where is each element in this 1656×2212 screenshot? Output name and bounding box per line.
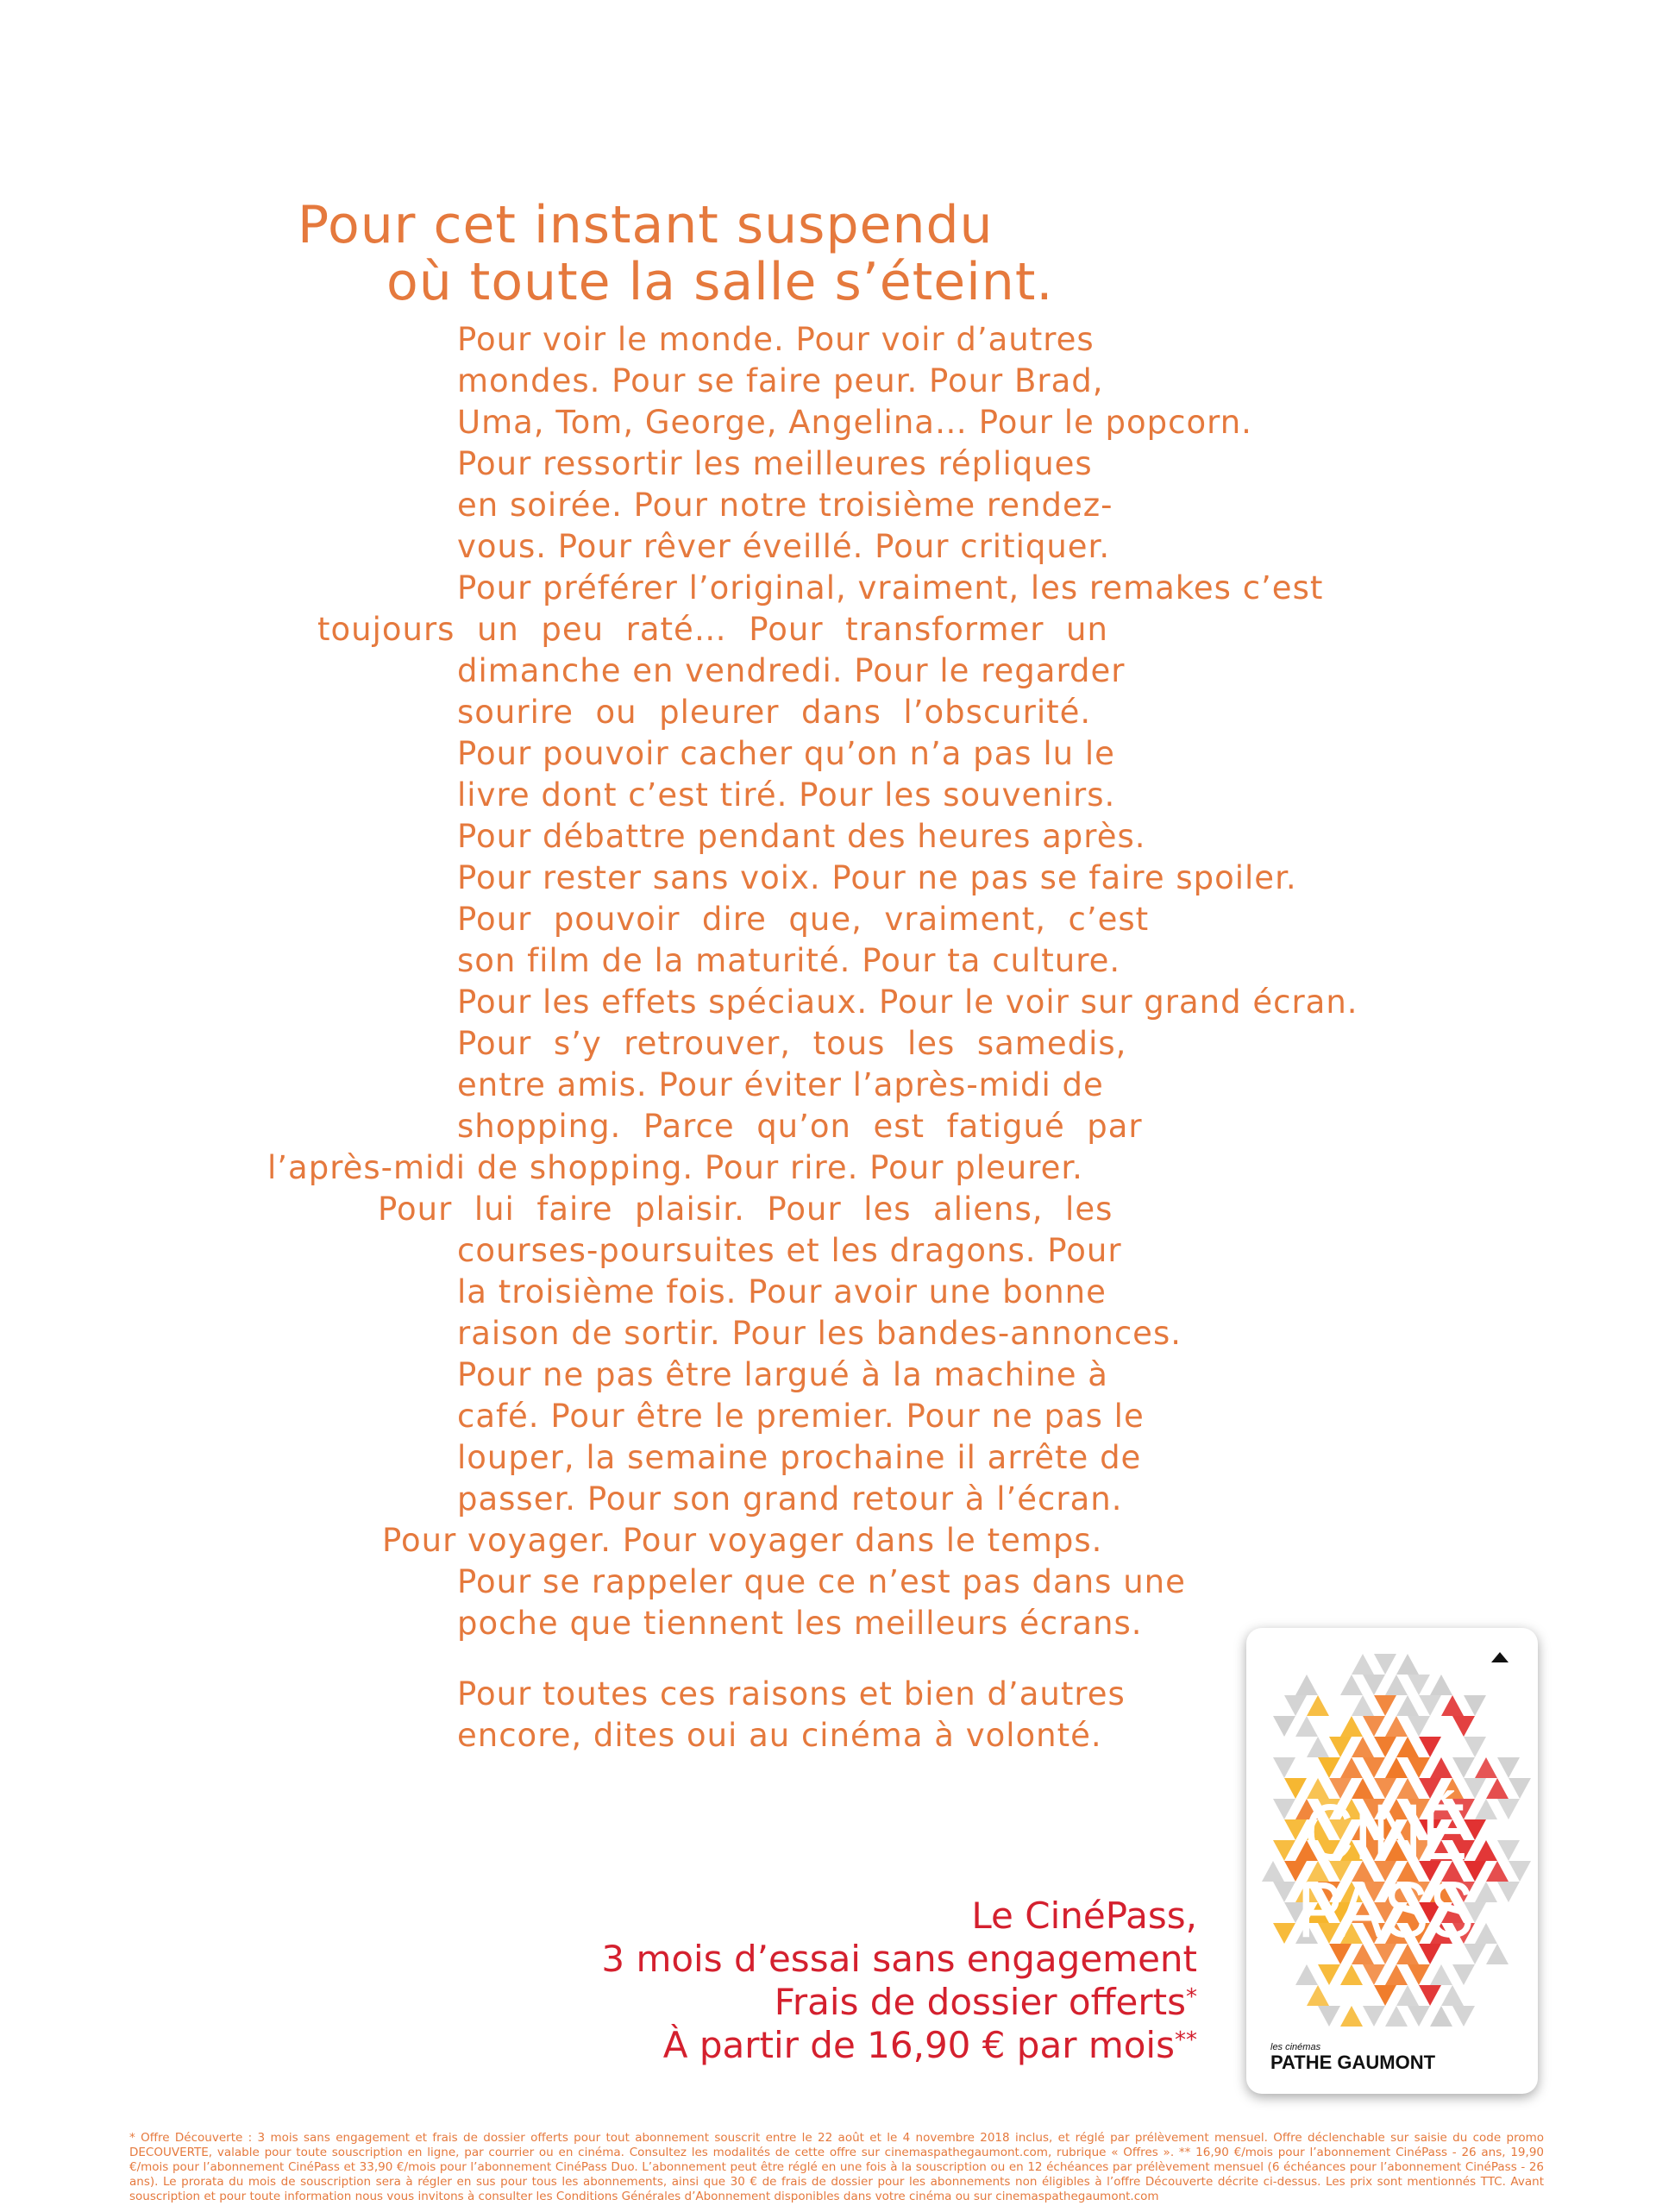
card-triangle — [1363, 1964, 1385, 1985]
card-triangle — [1509, 1861, 1531, 1882]
body-line: café. Pour être le premier. Pour ne pas le — [457, 1398, 1145, 1435]
card-triangle — [1273, 1840, 1295, 1861]
card-triangle — [1430, 1757, 1452, 1778]
offer-title: Le CinéPass, — [971, 1895, 1197, 1937]
body-line: louper, la semaine prochaine il arrête de — [457, 1439, 1142, 1476]
card-triangle — [1441, 1985, 1464, 2006]
body-line: Pour ne pas être largué à la machine à — [457, 1356, 1108, 1393]
card-triangle — [1475, 1799, 1497, 1819]
body-line: Pour lui faire plaisir. Pour les aliens, les — [378, 1191, 1113, 1228]
body-line: Pour s’y retrouver, tous les samedis, — [457, 1025, 1127, 1062]
card-triangle — [1408, 1964, 1430, 1985]
card-triangle — [1340, 1675, 1363, 1695]
card-triangle — [1497, 1799, 1520, 1819]
card-triangle — [1419, 1737, 1441, 1757]
card-triangle — [1363, 1757, 1385, 1778]
card-triangle — [1408, 1675, 1430, 1695]
card-triangle — [1408, 2006, 1430, 2027]
body-line: shopping. Parce qu’on est fatigué par — [457, 1108, 1143, 1145]
offer-fees — [335, 1981, 1197, 2024]
card-triangle — [1419, 1695, 1441, 1716]
offer-price-mark: ** — [1175, 2027, 1197, 2053]
card-triangle — [1475, 1882, 1497, 1902]
body-line: Pour rester sans voix. Pour ne pas se faire spoiler. — [457, 859, 1297, 896]
offer-fees-text: Frais de dossier offerts — [774, 1981, 1186, 2023]
body-line: Pour voyager. Pour voyager dans le temps. — [382, 1522, 1103, 1559]
headline-line-2: où toute la salle s’éteint. — [386, 252, 1054, 312]
body-line: Pour pouvoir dire que, vraiment, c’est — [457, 901, 1150, 938]
card-triangle — [1273, 1716, 1295, 1737]
card-triangle — [1497, 1840, 1520, 1861]
body-line: courses-poursuites et les dragons. Pour — [457, 1232, 1122, 1269]
card-triangle — [1262, 1861, 1284, 1882]
card-triangle — [1385, 2006, 1408, 2027]
body-line: Pour les effets spéciaux. Pour le voir sur grand écran. — [457, 983, 1358, 1021]
body-line: Pour se rappeler que ce n’est pas dans une — [457, 1563, 1186, 1600]
card-triangle — [1273, 1799, 1295, 1819]
card-triangle — [1284, 1778, 1307, 1799]
card-triangle — [1396, 1654, 1419, 1675]
card-triangle — [1363, 1675, 1385, 1695]
card-notch-icon — [1491, 1652, 1509, 1662]
card-triangle — [1408, 1716, 1430, 1737]
card-triangle — [1273, 1923, 1295, 1944]
card-triangle — [1352, 1654, 1374, 1675]
card-triangle — [1374, 1695, 1396, 1716]
card-triangle — [1340, 1716, 1363, 1737]
body-line: Pour préférer l’original, vraiment, les remakes c’est — [457, 569, 1324, 606]
body-line: la troisième fois. Pour avoir une bonne — [457, 1273, 1107, 1310]
offer-block — [335, 1895, 1197, 2067]
card-brand — [1270, 2042, 1435, 2073]
closing-line-1: Pour toutes ces raisons et bien d’autres — [457, 1675, 1126, 1712]
card-triangle — [1307, 1985, 1329, 2006]
card-title-line-2: PASS — [1297, 1865, 1475, 1955]
card-triangle — [1430, 1964, 1452, 1985]
body-line: livre dont c’est tiré. Pour les souvenirs. — [457, 776, 1116, 814]
body-line: Pour pouvoir cacher qu’on n’a pas lu le — [457, 735, 1115, 772]
card-triangle — [1273, 1757, 1295, 1778]
card-triangle — [1318, 1964, 1340, 1985]
card-triangle — [1452, 1964, 1475, 1985]
card-triangle — [1441, 1695, 1464, 1716]
body-line: poche que tiennent les meilleurs écrans. — [457, 1605, 1143, 1642]
offer-price — [335, 2024, 1197, 2067]
card-triangle — [1329, 1737, 1352, 1757]
card-triangle — [1284, 1695, 1307, 1716]
body-line: en soirée. Pour notre troisième rendez- — [457, 487, 1113, 524]
offer-trial: 3 mois d’essai sans engagement — [601, 1938, 1197, 1980]
body-line: Pour voir le monde. Pour voir d’autres — [457, 321, 1095, 358]
card-triangle — [1396, 1695, 1419, 1716]
card-triangle — [1340, 1757, 1363, 1778]
card-triangle — [1475, 1923, 1497, 1944]
card-triangle — [1509, 1778, 1531, 1799]
card-triangle — [1452, 1716, 1475, 1737]
closing-text — [457, 1674, 1320, 1756]
card-triangle — [1340, 1964, 1363, 1985]
card-triangle — [1464, 1737, 1486, 1757]
card-triangle — [1396, 1985, 1419, 2006]
card-triangle — [1430, 1675, 1452, 1695]
card-triangle — [1497, 1757, 1520, 1778]
card-triangle — [1295, 1964, 1318, 1985]
closing-line-2: encore, dites oui au cinéma à volonté. — [457, 1717, 1102, 1754]
card-triangle — [1385, 1675, 1408, 1695]
card-triangle — [1295, 1716, 1318, 1737]
card-triangle — [1475, 1757, 1497, 1778]
body-line: entre amis. Pour éviter l’après-midi de — [457, 1066, 1104, 1103]
card-triangle — [1497, 1882, 1520, 1902]
card-triangle — [1452, 1757, 1475, 1778]
headline-line-1: Pour cet instant suspendu — [298, 195, 994, 255]
card-triangle — [1318, 1757, 1340, 1778]
body-line: Pour ressortir les meilleures répliques — [457, 445, 1093, 482]
card-triangle — [1486, 1944, 1509, 1964]
card-triangle — [1385, 1964, 1408, 1985]
body-line: Pour débattre pendant des heures après. — [457, 818, 1146, 855]
card-triangle — [1363, 1716, 1385, 1737]
card-triangle — [1374, 1737, 1396, 1757]
body-line: mondes. Pour se faire peur. Pour Brad, — [457, 362, 1104, 399]
card-triangle — [1419, 1985, 1441, 2006]
card-triangle — [1385, 1757, 1408, 1778]
card-triangle — [1475, 1840, 1497, 1861]
offer-price-text: À partir de 16,90 € par mois — [662, 2024, 1175, 2066]
card-triangle — [1352, 1737, 1374, 1757]
offer-fees-mark: * — [1186, 1984, 1197, 2010]
cinepass-card — [1246, 1628, 1538, 2094]
body-line: dimanche en vendredi. Pour le regarder — [457, 652, 1126, 689]
card-triangle — [1295, 1675, 1318, 1695]
body-line: Uma, Tom, George, Angelina… Pour le popcorn. — [457, 404, 1252, 441]
card-triangle — [1273, 1882, 1295, 1902]
card-triangle — [1307, 1737, 1329, 1757]
body-line: sourire ou pleurer dans l’obscurité. — [457, 694, 1092, 731]
card-triangle — [1363, 2006, 1385, 2027]
body-line: l’après-midi de shopping. Pour rire. Pour pleurer. — [267, 1149, 1083, 1186]
card-triangle — [1374, 1985, 1396, 2006]
card-triangle — [1374, 1654, 1396, 1675]
card-triangle — [1464, 1695, 1486, 1716]
card-title-line-1: CINÉ — [1304, 1788, 1468, 1877]
card-triangle — [1284, 1819, 1307, 1840]
card-brand-small: les cinémas — [1270, 2042, 1321, 2052]
body-line: toujours un peu raté… Pour transformer un — [317, 611, 1108, 648]
card-triangle — [1385, 1716, 1408, 1737]
body-line: vous. Pour rêver éveillé. Pour critiquer. — [457, 528, 1111, 565]
card-triangle — [1408, 1757, 1430, 1778]
body-line: raison de sortir. Pour les bandes-annonces. — [457, 1315, 1182, 1352]
card-triangle — [1318, 2006, 1340, 2027]
body-line: son film de la maturité. Pour ta culture. — [457, 942, 1121, 979]
card-triangle — [1396, 1737, 1419, 1757]
body-line: passer. Pour son grand retour à l’écran. — [457, 1480, 1123, 1518]
card-triangle — [1340, 2006, 1363, 2027]
card-triangle — [1452, 2006, 1475, 2027]
card-triangle — [1486, 1861, 1509, 1882]
card-triangle — [1430, 2006, 1452, 2027]
legal-notice: * Offre Découverte : 3 mois sans engagement et frais de dossier offerts pour tout abonnement souscrit entre le 22 août et le 4 novembre 2018 inclus, et réglé par prélèvement mensuel. Offre déclenchable sur saisie du code promo DECOUVERTE, valable pour toute souscription en ligne, par courrier ou en cinéma. Consultez les modalités de cette offre sur cinemaspathegaumont.com, rubrique « Offres ». ** 16,90 €/mois pour l’abonnement CinéPass - 26 ans, 19,90 €/mois pour l’abonnement CinéPass et 33,90 €/mois pour l’abonnement CinéPass Duo. L’abonnement peut être réglé en une fois à la souscription ou en 12 échéances par prélèvement mensuel (6 échéances pour l’abonnement CinéPass - 26 ans). Le prorata du mois de souscription sera à régler en sus pour tous les abonnements, ainsi que 30 € de frais de dossier pour les abonnements non éligibles à l’offre Découverte décrite ci-dessus. Les prix sont mentionnés TTC. Avant souscription et pour toute information nous vous invitons à consulter les Conditions Générales d’Abonnement disponibles dans votre cinéma ou sur cinemaspathegaumont.com — [129, 2131, 1544, 2203]
card-triangle — [1307, 1695, 1329, 1716]
headline — [298, 197, 1333, 311]
body-text — [242, 319, 1475, 1644]
card-triangle — [1486, 1778, 1509, 1799]
card-triangle — [1352, 1695, 1374, 1716]
card-brand-name: PATHE GAUMONT — [1270, 2052, 1436, 2073]
card-triangle-pattern — [1246, 1628, 1538, 2094]
